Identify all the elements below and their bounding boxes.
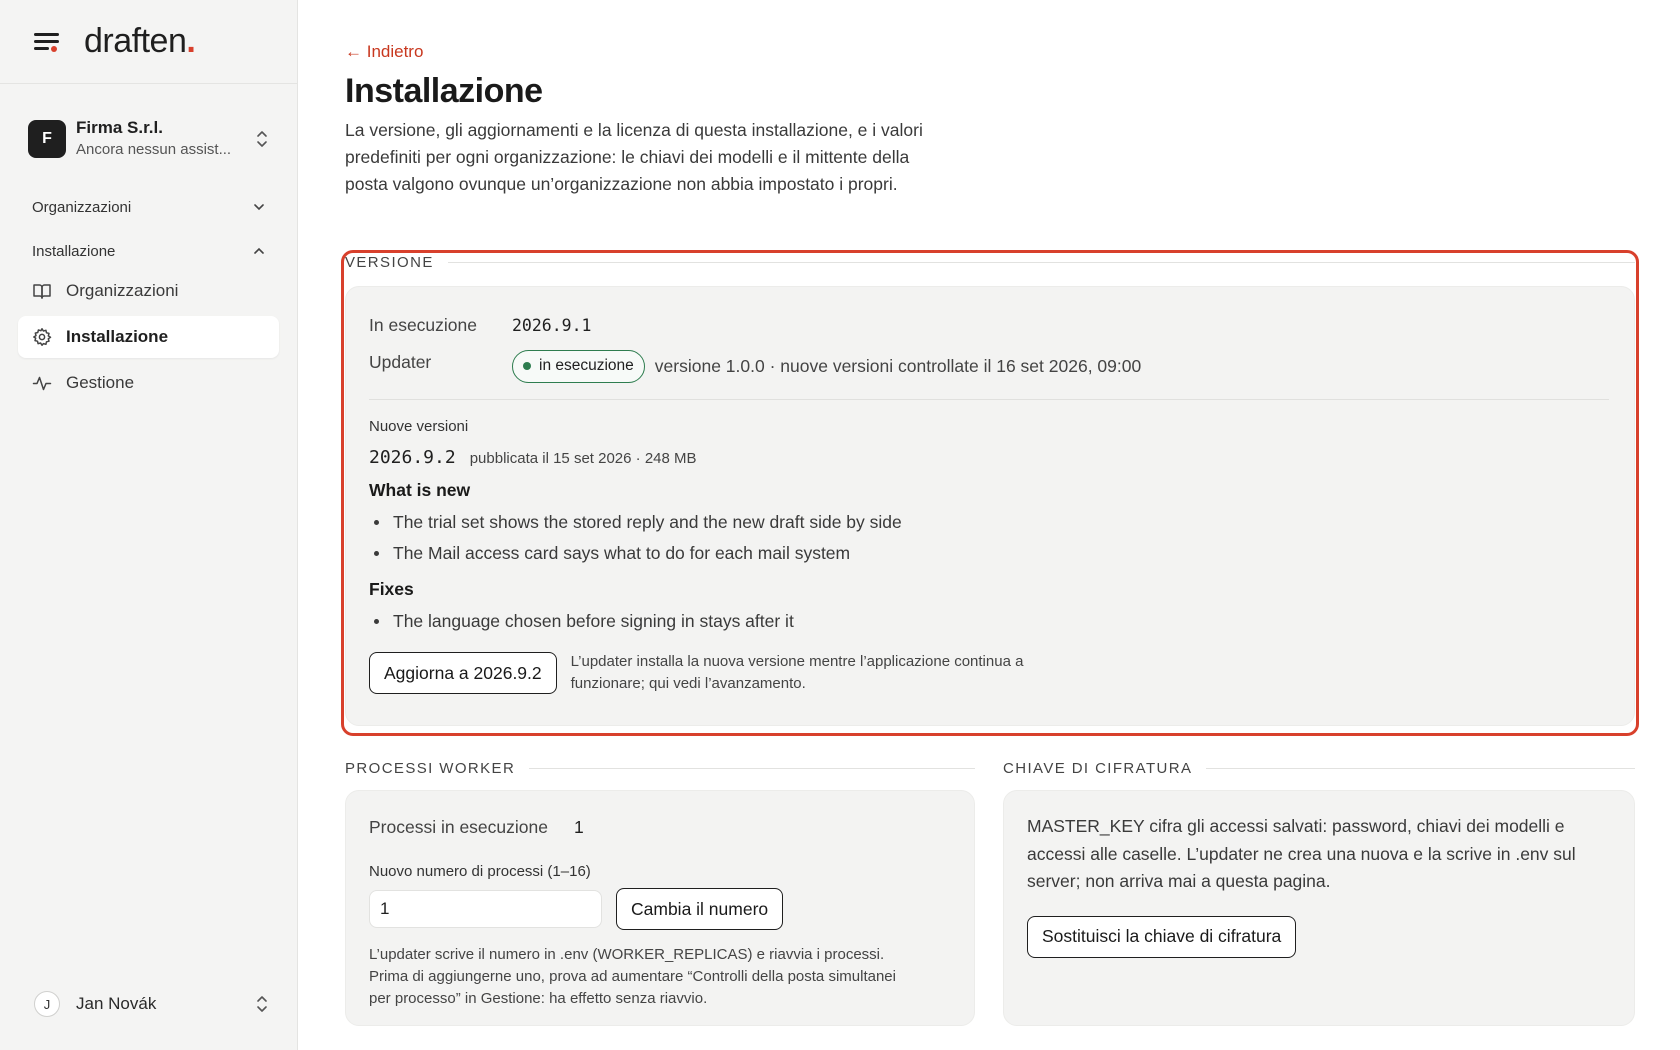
- update-action-row: [369, 651, 1611, 695]
- divider: [369, 399, 1609, 400]
- encryption-text: MASTER_KEY cifra gli accessi salvati: password, chiavi dei modelli e accessi alle caselle. L’updater ne crea una nuova e la scrive in .env sul server; non arriva mai a questa pagina.: [1027, 816, 1576, 891]
- chevron-up-icon: [253, 245, 265, 257]
- sidebar-item-label: Gestione: [66, 373, 135, 392]
- update-note: L’updater installa la nuova versione mentre l’applicazione continua a funzionare; qui vedi l’avanzamento.: [570, 653, 1024, 692]
- running-processes-value: 1: [573, 816, 584, 837]
- list-item: The Mail access card says what to do for each mail system: [369, 538, 1611, 569]
- sidebar: [0, 0, 298, 1050]
- release-row: [369, 447, 1611, 468]
- chevron-updown-icon: [255, 129, 269, 149]
- back-link[interactable]: ← Indietro: [345, 42, 424, 61]
- org-subtitle: Ancora nessun assist...: [76, 141, 232, 158]
- org-switcher[interactable]: [16, 106, 281, 172]
- chevron-updown-icon: [255, 994, 269, 1014]
- org-name: Firma S.r.l.: [76, 118, 163, 137]
- menu-icon[interactable]: [34, 32, 60, 52]
- fixes-heading: Fixes: [369, 579, 414, 599]
- change-count-button[interactable]: Cambia il numero: [616, 888, 783, 930]
- sidebar-item-management[interactable]: [18, 362, 279, 404]
- workers-card: [345, 790, 975, 1026]
- chevron-down-icon: [253, 201, 265, 213]
- nav-section-label: Organizzazioni: [32, 198, 132, 216]
- running-processes-row: [369, 813, 951, 841]
- list-item: The trial set shows the stored reply and the new draft side by side: [369, 507, 1611, 538]
- running-version: 2026.9.1: [512, 315, 592, 335]
- whats-new-heading: What is new: [369, 480, 471, 500]
- avatar: J: [34, 991, 60, 1017]
- running-version-row: [369, 311, 1611, 339]
- user-name: Jan Novák: [76, 994, 157, 1013]
- fixes-list: [369, 606, 1611, 637]
- status-dot-icon: [523, 362, 531, 370]
- status-badge: in esecuzione: [512, 350, 645, 383]
- sidebar-item-label: Organizzazioni: [66, 281, 179, 300]
- release-version: 2026.9.2: [369, 447, 456, 468]
- process-count-row: [369, 888, 951, 930]
- nav-section-label: Installazione: [32, 242, 116, 260]
- updater-row: [369, 345, 1611, 379]
- sidebar-item-label: Installazione: [66, 327, 169, 346]
- encryption-section-label: CHIAVE DI CIFRATURA: [1003, 760, 1635, 777]
- workers-note: L’updater scrive il numero in .env (WORKER_REPLICAS) e riavvia i processi. Prima di aggiungerne uno, prova ad aumentare “Controlli della posta simultanei per processo” in Gestione: ha effetto senza riavvio.: [369, 946, 896, 1007]
- org-avatar: F: [28, 120, 66, 158]
- updater-label: Updater: [369, 351, 432, 372]
- running-processes-label: Processi in esecuzione: [369, 816, 548, 837]
- updater-info: versione 1.0.0 · nuove versioni controllate il 16 set 2026, 09:00: [654, 355, 1142, 376]
- process-count-input[interactable]: [369, 890, 602, 928]
- nav-section-organizations[interactable]: [32, 192, 265, 222]
- new-versions-label: Nuove versioni: [369, 418, 469, 435]
- process-count-label: Nuovo numero di processi (1–16): [369, 863, 591, 880]
- list-item: The language chosen before signing in stays after it: [369, 606, 1611, 637]
- gear-icon: [32, 327, 52, 347]
- brand-row: [0, 0, 297, 84]
- nav-section-installation[interactable]: [32, 236, 265, 266]
- book-icon: [32, 281, 52, 301]
- sidebar-item-installation[interactable]: [18, 316, 279, 358]
- release-meta: pubblicata il 15 set 2026 · 248 MB: [469, 450, 697, 467]
- whats-new-list: [369, 507, 1611, 569]
- page-description: La versione, gli aggiornamenti e la licenza di questa installazione, e i valori predefiniti per ogni organizzazione: le chiavi dei modelli e il mittente della posta valgono ovunque un’organizzazione non abbia impostato i propri.: [345, 120, 923, 194]
- sidebar-item-organizations[interactable]: [18, 270, 279, 312]
- workers-section-label: PROCESSI WORKER: [345, 760, 975, 777]
- replace-key-button[interactable]: Sostituisci la chiave di cifratura: [1027, 916, 1296, 958]
- update-button[interactable]: Aggiorna a 2026.9.2: [369, 652, 557, 694]
- logo[interactable]: draften.: [84, 22, 196, 60]
- version-section-label: VERSIONE: [345, 254, 1635, 271]
- page-title: Installazione: [345, 72, 543, 110]
- user-menu[interactable]: [16, 980, 281, 1028]
- encryption-card: [1003, 790, 1635, 1026]
- running-label: In esecuzione: [369, 314, 477, 335]
- activity-icon: [32, 373, 52, 393]
- version-card: [345, 286, 1635, 726]
